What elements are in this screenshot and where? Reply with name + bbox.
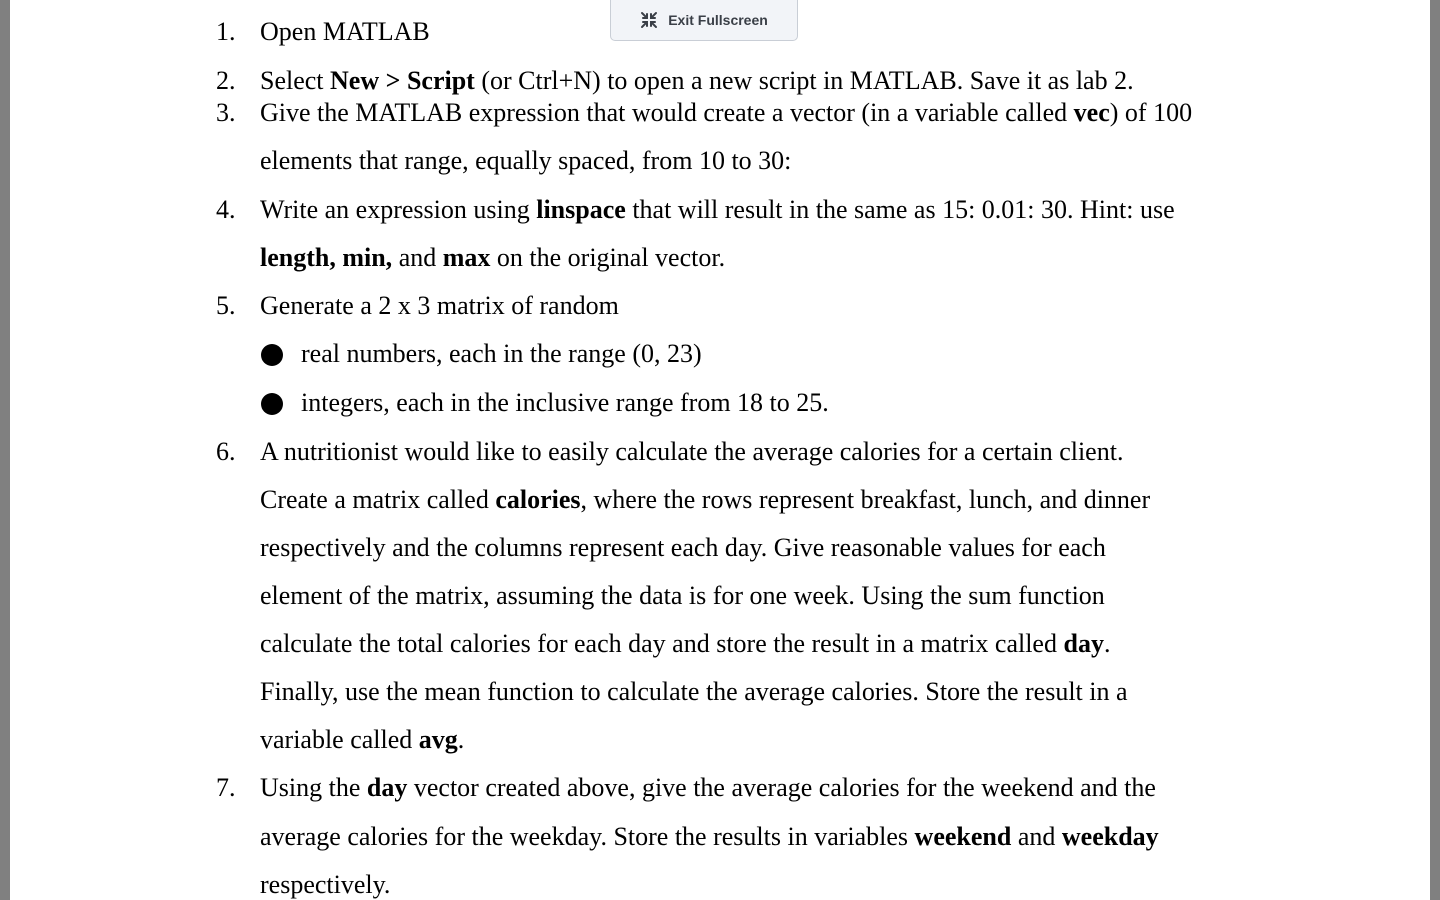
item-line: element of the matrix, assuming the data is for one week. Using the sum function (260, 581, 1105, 610)
item-number: 7. (216, 773, 236, 802)
variable-name: weekday (1061, 822, 1159, 851)
variable-name: vec (1073, 98, 1110, 127)
item-line: Finally, use the mean function to calculate the average calories. Store the result in a (260, 677, 1128, 706)
variable-name: day (1063, 629, 1104, 658)
item-line: average calories for the weekday. Store the results in variables weekend and weekday (260, 822, 1159, 851)
bullet-icon (261, 344, 283, 366)
exit-fullscreen-button[interactable] (610, 0, 798, 41)
menu-path-text: New > Script (330, 66, 475, 95)
item-line: variable called avg. (260, 725, 465, 754)
item-line: respectively and the columns represent each day. Give reasonable values for each (260, 533, 1106, 562)
item-line: elements that range, equally spaced, from 10 to 30: (260, 146, 792, 175)
item-line: Using the day vector created above, give the average calories for the weekend and the (260, 773, 1156, 802)
item-line: A nutritionist would like to easily calculate the average calories for a certain client. (260, 437, 1124, 466)
item-number: 5. (216, 291, 236, 320)
function-name: max (442, 243, 491, 272)
item-number: 2. (216, 66, 236, 95)
exit-fullscreen-label: Exit Fullscreen (668, 12, 768, 28)
variable-name: weekend (914, 822, 1012, 851)
bullet-item: real numbers, each in the range (0, 23) (301, 339, 702, 368)
item-number: 4. (216, 195, 236, 224)
function-name: linspace (536, 195, 626, 224)
document-page (10, 0, 1430, 900)
item-line: Write an expression using linspace that will result in the same as 15: 0.01: 30. Hint: use (260, 195, 1175, 224)
item-line: Select New > Script (or Ctrl+N) to open a new script in MATLAB. Save it as lab 2. (260, 66, 1134, 95)
item-line: Open MATLAB (260, 17, 430, 46)
item-number: 6. (216, 437, 236, 466)
item-line: calculate the total calories for each day and store the result in a matrix called day. (260, 629, 1111, 658)
item-number: 3. (216, 98, 236, 127)
function-name: length, min, (260, 243, 393, 272)
exit-fullscreen-icon (640, 11, 658, 29)
item-line: Create a matrix called calories, where the rows represent breakfast, lunch, and dinner (260, 485, 1151, 514)
item-line: Give the MATLAB expression that would create a vector (in a variable called vec) of 100 (260, 98, 1193, 127)
bullet-icon (261, 393, 283, 415)
bullet-item: integers, each in the inclusive range from 18 to 25. (301, 388, 829, 417)
item-line: length, min, and max on the original vector. (260, 243, 726, 272)
item-number: 1. (216, 17, 236, 46)
item-line: Generate a 2 x 3 matrix of random (260, 291, 619, 320)
variable-name: day (366, 773, 408, 802)
variable-name: avg (418, 725, 458, 754)
item-line: respectively. (260, 870, 391, 899)
variable-name: calories (495, 485, 581, 514)
